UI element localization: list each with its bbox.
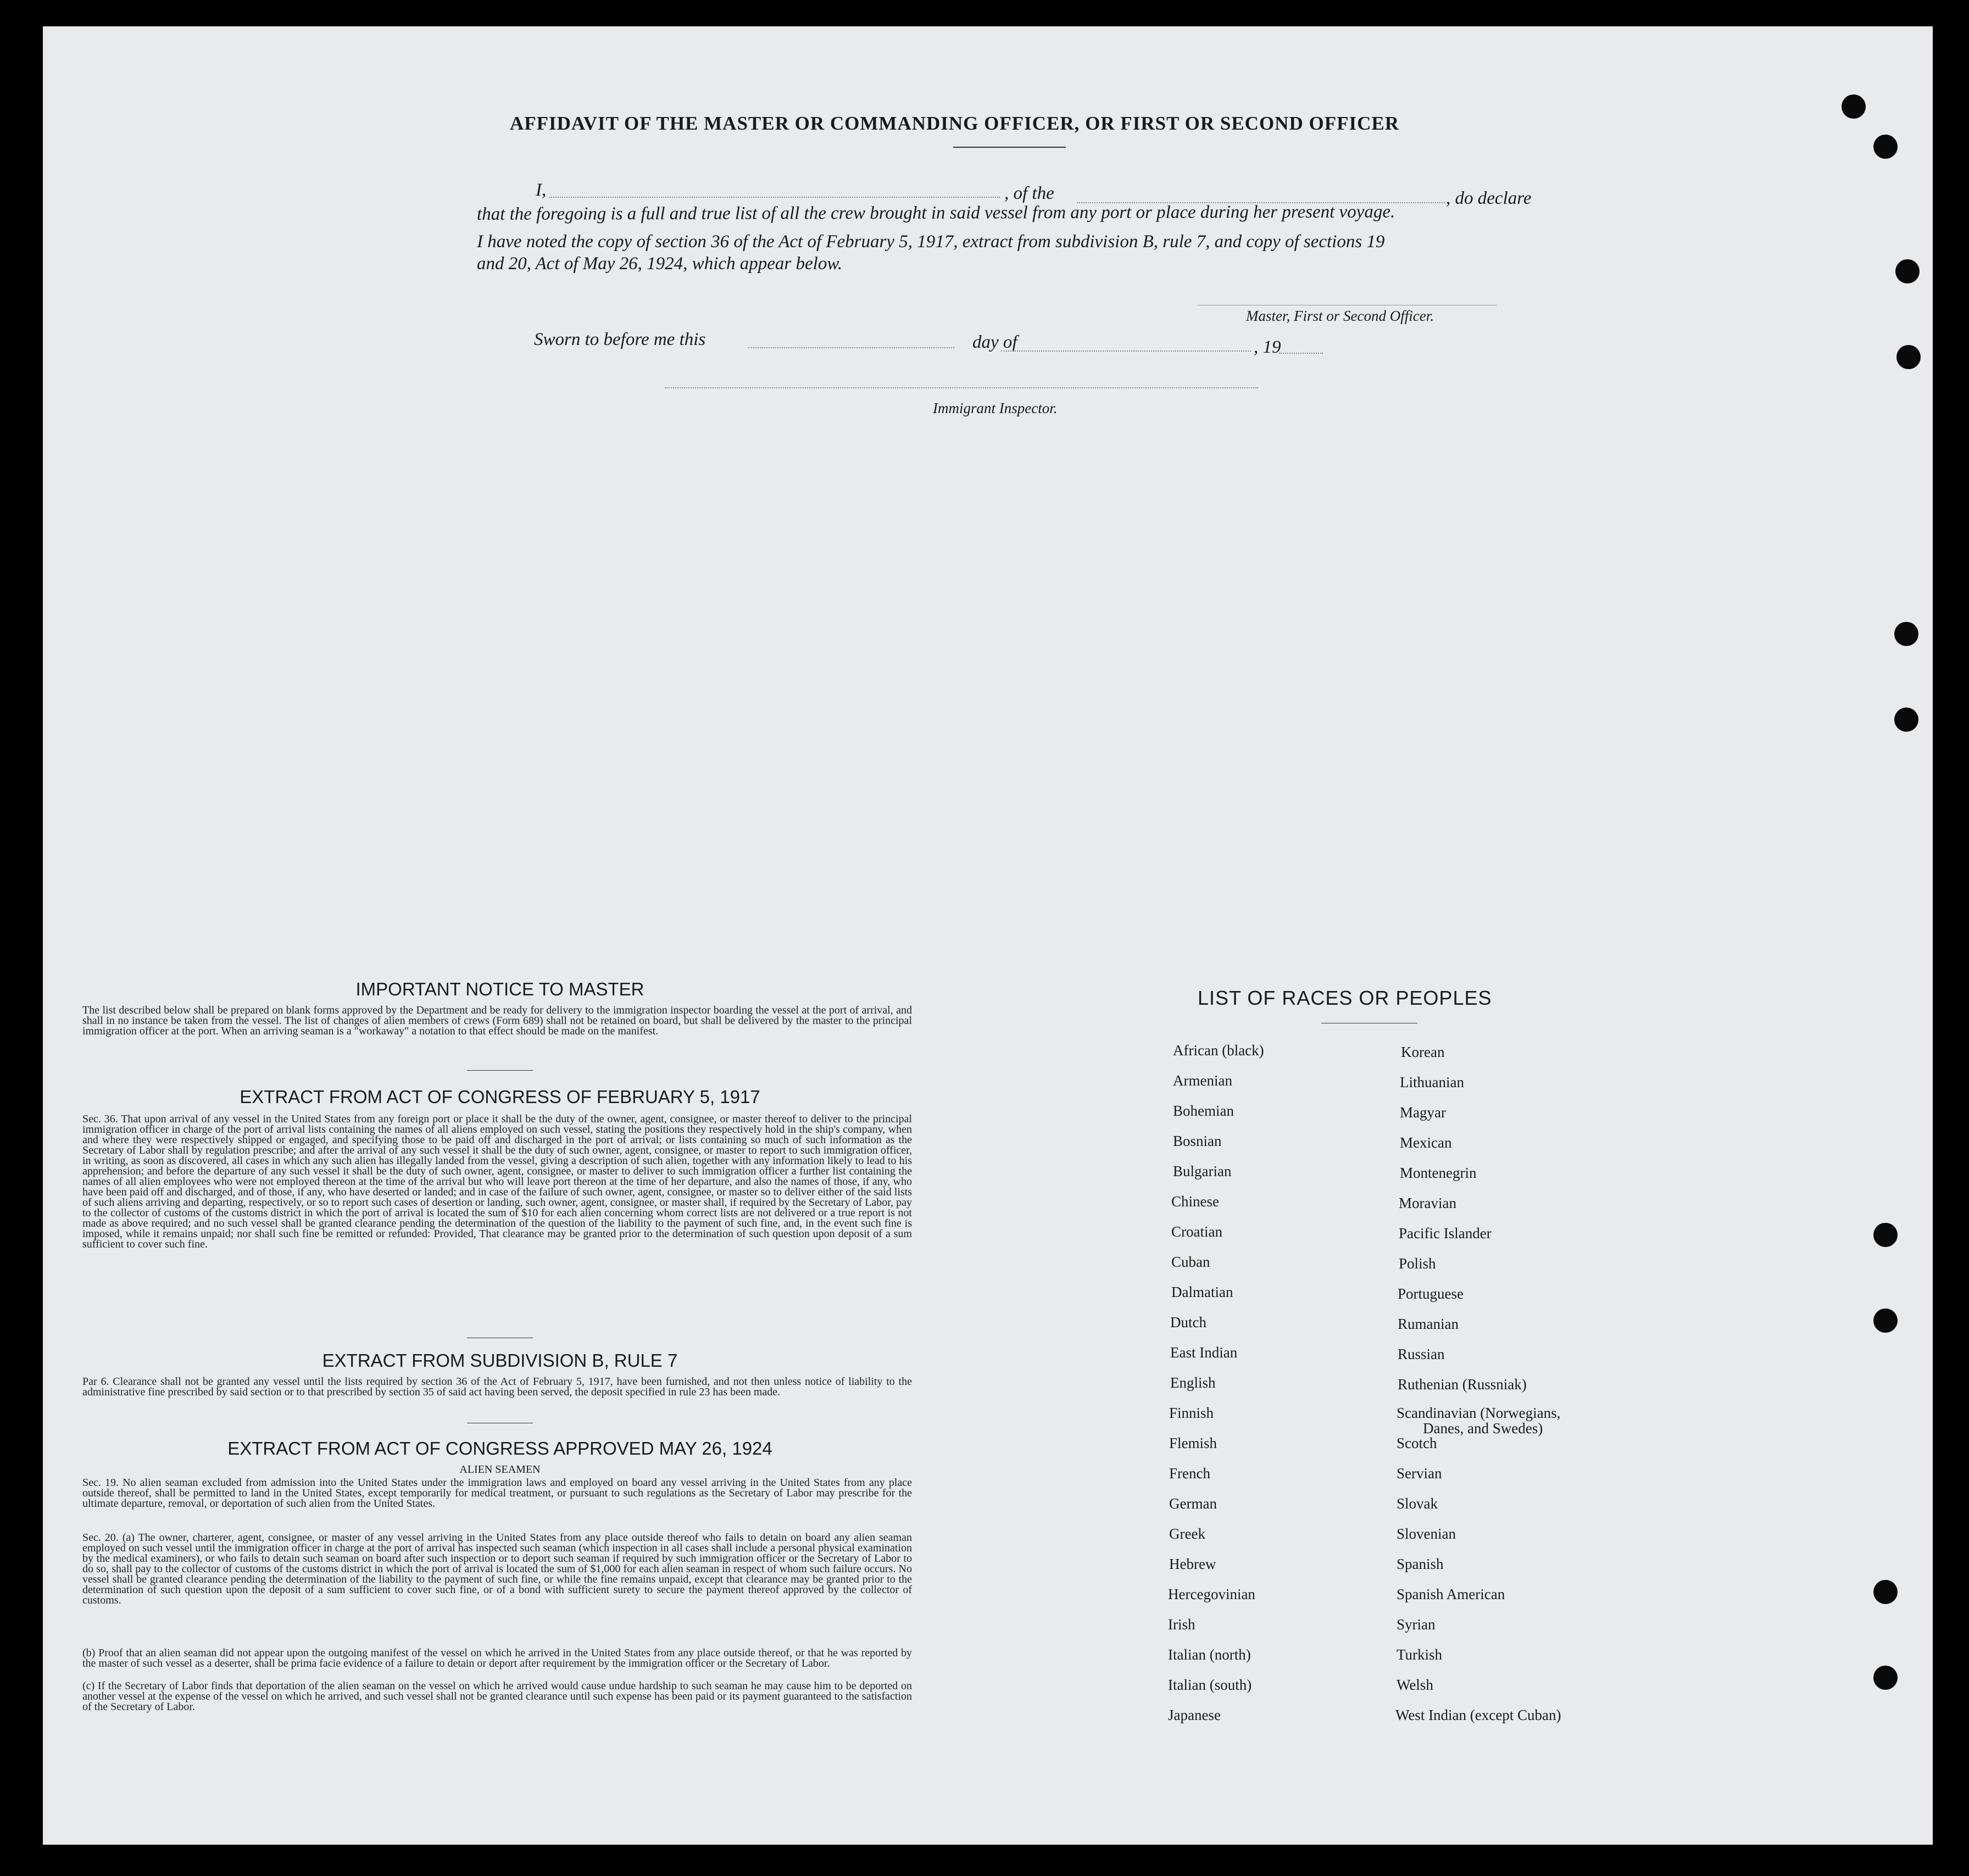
affidavit-body-2: I have noted the copy of section 36 of the Act of February 5, 1917, extract from subdivision B, rule 7, and copy of sections 19 bbox=[477, 232, 1385, 252]
affidavit-body-1: that the foregoing is a full and true list of all the crew brought in said vessel from any port or place during her present voyage. bbox=[476, 202, 1395, 224]
race-item: Greek bbox=[1169, 1526, 1205, 1542]
race-item: African (black) bbox=[1173, 1042, 1264, 1059]
notice-heading: IMPORTANT NOTICE TO MASTER bbox=[355, 979, 644, 999]
punch-hole bbox=[1895, 259, 1920, 283]
race-item: Danes, and Swedes) bbox=[1423, 1420, 1543, 1437]
year-text: , 19 bbox=[1254, 337, 1281, 357]
race-item: Finnish bbox=[1169, 1405, 1214, 1421]
race-item: Italian (north) bbox=[1168, 1646, 1251, 1663]
race-item: Lithuanian bbox=[1400, 1074, 1464, 1090]
extract-1924-subheading: ALIEN SEAMEN bbox=[459, 1463, 541, 1476]
race-item: Bulgarian bbox=[1173, 1163, 1232, 1179]
punch-hole bbox=[1873, 135, 1898, 159]
race-item: Spanish bbox=[1397, 1556, 1444, 1572]
notice-rule bbox=[467, 1070, 533, 1071]
inspector-label: Immigrant Inspector. bbox=[933, 400, 1058, 416]
punch-hole bbox=[1896, 345, 1921, 369]
race-item: Magyar bbox=[1400, 1104, 1446, 1121]
race-item: Croatian bbox=[1171, 1223, 1222, 1240]
race-item: Bosnian bbox=[1173, 1133, 1222, 1149]
race-item: East Indian bbox=[1170, 1344, 1238, 1361]
affidavit-do-declare: , do declare bbox=[1446, 188, 1532, 208]
extract-rule7-heading: EXTRACT FROM SUBDIVISION B, RULE 7 bbox=[322, 1350, 678, 1371]
race-item: Flemish bbox=[1169, 1435, 1217, 1451]
race-item: Dalmatian bbox=[1171, 1284, 1233, 1300]
punch-hole bbox=[1894, 622, 1918, 646]
punch-hole bbox=[1842, 94, 1866, 119]
race-item: Scotch bbox=[1397, 1435, 1437, 1451]
race-item: Hercegovinian bbox=[1168, 1586, 1255, 1602]
race-item: English bbox=[1170, 1374, 1216, 1391]
race-item: Italian (south) bbox=[1168, 1677, 1252, 1693]
inspector-signature-line bbox=[665, 387, 1258, 388]
race-item: Portuguese bbox=[1398, 1285, 1464, 1302]
race-item: Armenian bbox=[1173, 1072, 1232, 1089]
race-item: Moravian bbox=[1399, 1195, 1456, 1211]
affidavit-i: I, bbox=[536, 180, 547, 200]
race-item: French bbox=[1169, 1465, 1210, 1482]
race-item: Pacific Islander bbox=[1399, 1225, 1492, 1242]
race-item: Syrian bbox=[1397, 1616, 1436, 1633]
race-item: Polish bbox=[1399, 1255, 1436, 1272]
extract-1924-sec20b: (b) Proof that an alien seaman did not appear upon the outgoing manifest of the vessel on which he arrived in the United States from any place outside thereof, or that he was reported by the master of such vessel as a deserter, shall be prima facie evidence of a failure to detain or deport after requirement by the immigration officer or the Secretary of Labor. bbox=[82, 1647, 912, 1669]
punch-hole bbox=[1894, 708, 1918, 732]
race-item: Turkish bbox=[1397, 1646, 1443, 1663]
race-item: Bohemian bbox=[1173, 1103, 1234, 1119]
punch-hole bbox=[1873, 1223, 1898, 1247]
race-item: Mexican bbox=[1400, 1134, 1452, 1151]
sworn-day-blank[interactable] bbox=[748, 347, 954, 348]
race-item: German bbox=[1169, 1495, 1217, 1512]
race-item: Scandinavian (Norwegians, bbox=[1397, 1405, 1561, 1421]
punch-hole bbox=[1873, 1666, 1898, 1690]
notice-text: The list described below shall be prepared on blank forms approved by the Department and be ready for delivery to the immigration inspector boarding the vessel at the port of arrival, and shall in no instance be taken from the vessel. The list of changes of alien members of crews (Form 689) shall not be retained on board, but shall be delivered by the master to the principal immigration officer at the port. When an arriving seaman is a "workaway" a notation to that effect should be made on the manifest. bbox=[82, 1004, 912, 1037]
race-item: Russian bbox=[1398, 1346, 1445, 1362]
title-rule bbox=[953, 147, 1066, 148]
name-blank[interactable] bbox=[549, 197, 1000, 198]
race-item: Chinese bbox=[1171, 1193, 1219, 1210]
races-heading: LIST OF RACES OR PEOPLES bbox=[1198, 987, 1492, 1009]
race-item: Slovak bbox=[1397, 1495, 1438, 1512]
extract-1917-heading: EXTRACT FROM ACT OF CONGRESS OF FEBRUARY 5, 1917 bbox=[240, 1087, 760, 1107]
race-item: Irish bbox=[1168, 1616, 1195, 1633]
race-item: Montenegrin bbox=[1400, 1165, 1477, 1181]
race-item: Rumanian bbox=[1398, 1316, 1459, 1332]
extract-1924-sec19: Sec. 19. No alien seaman excluded from admission into the United States under the immigration laws and employed on board any vessel arriving in the United States from any place outside thereof, shall be permitted to land in the United States, except temporarily for medical treatment, or pursuant to such regulations as the Secretary of Labor may prescribe for the ultimate departure, removal, or deportation of such alien from the United States. bbox=[82, 1477, 912, 1510]
affidavit-body-3: and 20, Act of May 26, 1924, which appear below. bbox=[477, 254, 843, 274]
race-item: West Indian (except Cuban) bbox=[1395, 1707, 1561, 1723]
race-item: Cuban bbox=[1171, 1254, 1210, 1270]
race-item: Slovenian bbox=[1397, 1526, 1456, 1542]
affidavit-of-the: , of the bbox=[1004, 183, 1054, 203]
race-item: Servian bbox=[1397, 1465, 1442, 1482]
day-of-text: day of bbox=[972, 332, 1017, 352]
sworn-text: Sworn to before me this bbox=[534, 330, 706, 349]
extract-1924-sec20a: Sec. 20. (a) The owner, charterer, agent, consignee, or master of any vessel arriving in the United States from any place outside thereof who fails to detain on board any alien seaman employed on such vessel until the immigration officer in charge at the port of arrival has inspected such seaman (which inspection in all cases shall include a personal physical examination by the medical examiners), or who fails to detain such seaman on board after such inspection or to deport such seaman if required by such immigration officer or the Secretary of Labor to do so, shall pay to the collector of customs of the customs district in which the port of arrival is located the sum of $1,000 for each alien seaman in respect of whom such failure occurs. No vessel shall be granted clearance pending the determination of the liability to the payment of such fine, or while the fine remains unpaid, except that clearance may be granted prior to the determination of such question upon the deposit of a sum sufficient to cover such fine, or of a bond with sufficient surety to secure the payment thereof approved by the collector of customs. bbox=[82, 1532, 912, 1606]
race-item: Hebrew bbox=[1169, 1556, 1216, 1572]
extract-1917-text: Sec. 36. That upon arrival of any vessel in the United States from any foreign port or place it shall be the duty of the owner, agent, consignee, or master thereof to deliver to the principal immigration officer in charge of the port of arrival lists containing the names of all aliens employed on such vessel, stating the positions they respectively hold in the ship's company, when and where they were respectively shipped or engaged, and specifying those to be paid off and discharged in the port of arrival; or lists containing so much of such information as the Secretary of Labor shall by regulation prescribe; and after the arrival of any such vessel it shall be the duty of such owner, agent, consignee, or master to report to such immigration officer, in writing, as soon as discovered, all cases in which any such alien has illegally landed from the vessel, giving a description of such alien, together with any information likely to lead to his apprehension; and before the departure of any such vessel it shall be the duty of such owner, agent, consignee, or master to deliver to such immigration officer a further list containing the names of all alien employees who were not employed thereon at the time of the arrival but who will leave port thereon at the time of her departure, and also the names of those, if any, who have been paid off and discharged, and of those, if any, who have deserted or landed; and in case of the failure of such owner, agent, consignee, or master so to deliver either of the said lists of such aliens arriving and departing, respectively, or so to report such cases of desertion or landing, such owner, agent, consignee, or master shall, if required by the Secretary of Labor, pay to the collector of customs of the customs district in which the port of arrival is located the sum of $10 for each alien concerning whom correct lists are not delivered or a true report is not made as above required; and no such vessel shall be granted clearance pending the determination of the question of the liability to the payment of such fine, and, in the event such fine is imposed, while it remains unpaid; nor shall such fine be remitted or refunded: Provided, That clearance may be granted prior to the determination of such question upon deposit of a sum sufficient to cover such fine. bbox=[82, 1113, 912, 1250]
punch-hole bbox=[1873, 1580, 1898, 1604]
race-item: Japanese bbox=[1168, 1707, 1221, 1723]
extract-1924-heading: EXTRACT FROM ACT OF CONGRESS APPROVED MAY 26, 1924 bbox=[227, 1438, 772, 1459]
master-label: Master, First or Second Officer. bbox=[1246, 308, 1434, 324]
race-item: Ruthenian (Russniak) bbox=[1398, 1376, 1527, 1393]
race-item: Welsh bbox=[1397, 1677, 1433, 1693]
race-item: Korean bbox=[1401, 1044, 1445, 1060]
race-item: Spanish American bbox=[1397, 1586, 1505, 1602]
affidavit-title: AFFIDAVIT OF THE MASTER OR COMMANDING OFFICER, OR FIRST OR SECOND OFFICER bbox=[510, 113, 1399, 134]
extract-1924-sec20c: (c) If the Secretary of Labor finds that deportation of the alien seaman on the vessel on which he arrived would cause undue hardship to such seaman he may cause him to be deported on another vessel at the expense of the vessel on which he arrived, and such vessel shall not be granted clearance until such expense has been paid or its payment guaranteed to the satisfaction of the Secretary of Labor. bbox=[82, 1680, 912, 1713]
race-item: Dutch bbox=[1170, 1314, 1206, 1331]
extract-rule7-text: Par 6. Clearance shall not be granted any vessel until the lists required by section 36 of the Act of February 5, 1917, have been furnished, and not then unless notice of liability to the administrative fine prescribed by said section or to that prescribed by section 35 of said act having been served, the deposit specified in rule 23 has been made. bbox=[82, 1376, 912, 1398]
punch-hole bbox=[1873, 1309, 1898, 1333]
sworn-month-blank[interactable] bbox=[1001, 350, 1251, 352]
sworn-year-blank[interactable] bbox=[1279, 353, 1323, 354]
